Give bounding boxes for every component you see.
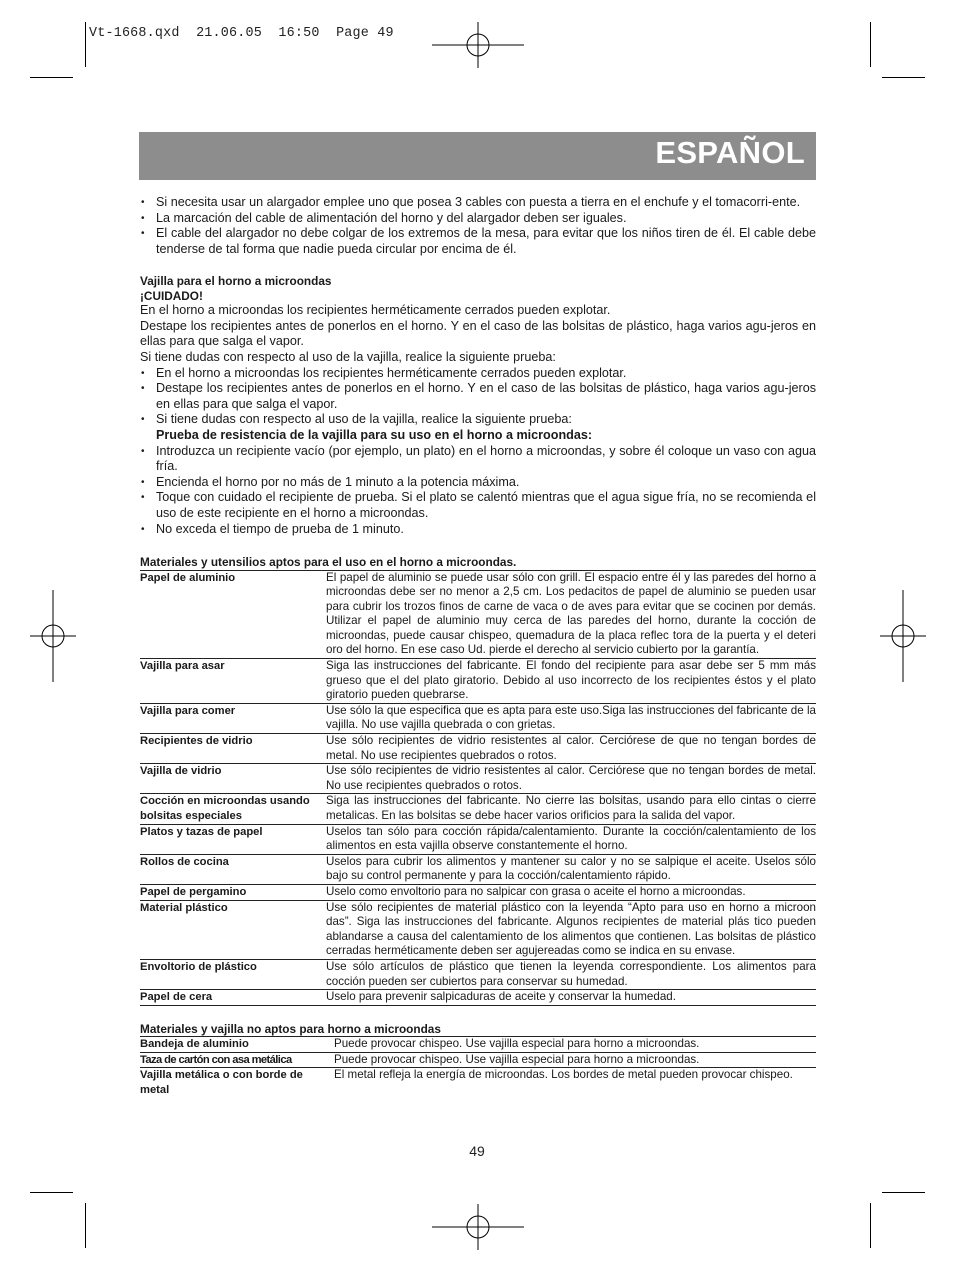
list-item: • Destape los recipientes antes de ponerlos en el horno. Y en el caso de las bolsitas de plástico, haga varios agu-jeros en ellas para que salga el vapor. bbox=[140, 381, 816, 412]
section-heading: Vajilla para el horno a microondas bbox=[140, 274, 332, 289]
material-name: Papel de cera bbox=[140, 990, 326, 1006]
material-description: Use sólo artículos de plástico que tienen la leyenda correspondiente. Los alimentos para cocción pueden ser cubiertos para conservar su humedad. bbox=[326, 959, 816, 989]
paragraph: En el horno a microondas los recipientes herméticamente cerrados pueden explotar. bbox=[140, 303, 611, 318]
material-description: El metal refleja la energía de microondas. Los bordes de metal pueden provocar chispeo. bbox=[334, 1068, 793, 1082]
table-row bbox=[140, 900, 816, 959]
registration-mark-left bbox=[30, 590, 76, 682]
crop-mark bbox=[30, 1192, 73, 1193]
language-banner bbox=[139, 132, 816, 180]
table-row bbox=[140, 703, 816, 733]
table-row bbox=[140, 854, 816, 884]
material-name: Vajilla para comer bbox=[140, 703, 326, 733]
material-description: Use sólo recipientes de material plástico con la leyenda “Apto para uso en horno a microon das”. Siga las instrucciones del fabricante. Algunos recipientes de material plás tico pueden ablandarse a causa del calentamiento de los alimentos que contienen. Las bolsitas de plástico cerradas herméticamente deben ser agujereadas como se indica en su envase. bbox=[326, 900, 816, 959]
table-row bbox=[140, 959, 816, 989]
list-item: • Introduzca un recipiente vacío (por ejemplo, un plato) en el horno a microondas, y sobre él coloque un vaso con agua fría. bbox=[140, 444, 816, 475]
crop-mark bbox=[30, 77, 73, 78]
table-row bbox=[140, 794, 816, 824]
registration-mark-top bbox=[432, 22, 524, 68]
paragraph: Destape los recipientes antes de ponerlos en el horno. Y en el caso de las bolsitas de plástico, haga varios agu-jeros en ellas para que salga el vapor. bbox=[140, 318, 816, 349]
list-item: • La marcación del cable de alimentación del horno y del alargador deben ser iguales. bbox=[140, 211, 816, 227]
table-heading: Materiales y utensilios aptos para el uso en el horno a microondas. bbox=[140, 555, 517, 570]
material-description: Use sólo recipientes de vidrio resistentes al calor. Cerciórese de que no tengan bordes de metal. No use recipientes quebrados o rotos. bbox=[326, 734, 816, 764]
page-number: 49 bbox=[469, 1143, 485, 1159]
intro-bullet-list bbox=[140, 195, 816, 257]
table-row bbox=[140, 990, 816, 1006]
material-description: Uselo como envoltorio para no salpicar con grasa o aceite el horno a microondas. bbox=[326, 884, 816, 900]
table-row bbox=[140, 764, 816, 794]
material-name: Taza de cartón con asa metálica bbox=[140, 1052, 334, 1068]
crop-mark bbox=[870, 22, 871, 67]
list-item: • Si necesita usar un alargador emplee uno que posea 3 cables con puesta a tierra en el enchufe y el tomacorri-ente. bbox=[140, 195, 816, 211]
registration-mark-bottom bbox=[432, 1204, 524, 1250]
registration-mark-right bbox=[880, 590, 926, 682]
table-row bbox=[140, 1037, 816, 1053]
material-description: Use sólo recipientes de vidrio resistentes al calor. Cerciórese que no tengan bordes de metal. No use recipientes quebrados o rotos. bbox=[326, 764, 816, 794]
table-row bbox=[140, 659, 816, 704]
material-name: Envoltorio de plástico bbox=[140, 959, 326, 989]
material-name: Recipientes de vidrio bbox=[140, 734, 326, 764]
crop-mark bbox=[882, 77, 925, 78]
table-row bbox=[140, 734, 816, 764]
material-description: Uselos para cubrir los alimentos y mantener su calor y no se salpique el aceite. Uselos sólo bajo su control permanente y para la cocción/calentamiento rápido. bbox=[326, 854, 816, 884]
material-description: Use sólo la que especifica que es apta para este uso.Siga las instrucciones del fabricante de la vajilla. No use vajilla quebrada o con grietas. bbox=[326, 703, 816, 733]
test-heading: Prueba de resistencia de la vajilla para su uso en el horno a microondas: bbox=[156, 427, 593, 442]
material-name: Cocción en microondas usando bolsitas especiales bbox=[140, 794, 326, 824]
paragraph: Si tiene dudas con respecto al uso de la vajilla, realice la siguiente prueba: bbox=[140, 349, 556, 364]
material-description: Puede provocar chispeo. Use vajilla especial para horno a microondas. bbox=[334, 1037, 816, 1053]
table-heading: Materiales y vajilla no aptos para horno a microondas bbox=[140, 1021, 441, 1036]
list-item: • El cable del alargador no debe colgar de los extremos de la mesa, para evitar que los niños tiren de él. El cable debe tenderse de tal forma que nadie pueda circular por encima de él. bbox=[140, 226, 816, 257]
page-content bbox=[140, 195, 816, 1098]
material-name: Papel de pergamino bbox=[140, 884, 326, 900]
material-name: Platos y tazas de papel bbox=[140, 824, 326, 854]
list-item: • Encienda el horno por no más de 1 minuto a la potencia máxima. bbox=[140, 475, 816, 491]
crop-mark bbox=[870, 1203, 871, 1248]
warning-heading: ¡CUIDADO! bbox=[140, 288, 203, 303]
material-name: Vajilla metálica o con borde de metal bbox=[140, 1069, 303, 1096]
material-description: El papel de aluminio se puede usar sólo con grill. El espacio entre él y las paredes del horno a microondas debe ser no menor a 2,5 cm. Los pedacitos de papel de aluminio se pueden usar para cubrir los trozos finos de carne de vaca o de aves para evitar que se cocinen por demás. Utilizar el papel de aluminio muy cerca de las paredes del horno, durante la cocción de microondas, puede causar chispeo, quemadura de la placa reflec tora de la puerta y el deteri oro del horno. En ese caso Ud. pierde el derecho al servicio cubierto por la garantía. bbox=[326, 570, 816, 659]
vajilla-bullet-list bbox=[140, 366, 816, 538]
crop-mark bbox=[85, 22, 86, 67]
material-name: Vajilla de vidrio bbox=[140, 764, 326, 794]
material-description: Puede provocar chispeo. Use vajilla especial para horno a microondas. bbox=[334, 1052, 816, 1068]
material-name: Material plástico bbox=[140, 900, 326, 959]
banner-title: ESPAÑOL bbox=[655, 135, 805, 170]
table-row bbox=[140, 884, 816, 900]
material-name: Papel de aluminio bbox=[140, 570, 326, 659]
material-name: Vajilla para asar bbox=[140, 659, 326, 704]
material-name: Rollos de cocina bbox=[140, 854, 326, 884]
table-row bbox=[140, 824, 816, 854]
table-row bbox=[140, 1052, 816, 1068]
list-item: • En el horno a microondas los recipientes herméticamente cerrados pueden explotar. bbox=[140, 366, 816, 382]
material-description: Siga las instrucciones del fabricante. No cierre las bolsitas, usando para ello cintas o cierre metalicas. En las bolsitas se debe hacer varios orificios para la salida del vapor. bbox=[326, 794, 816, 824]
suitable-materials-table bbox=[140, 570, 816, 1006]
print-slug: Vt-1668.qxd 21.06.05 16:50 Page 49 bbox=[89, 26, 394, 41]
material-description: Uselo para prevenir salpicaduras de aceite y conservar la humedad. bbox=[326, 990, 816, 1006]
list-item: • Si tiene dudas con respecto al uso de la vajilla, realice la siguiente prueba: bbox=[140, 412, 816, 428]
list-item: • Toque con cuidado el recipiente de prueba. Si el plato se calentó mientras que el agua sigue fría, no se recomienda el uso de este recipiente en el horno a microondas. bbox=[140, 490, 816, 521]
crop-mark bbox=[85, 1203, 86, 1248]
material-description: Uselos tan sólo para cocción rápida/calentamiento. Durante la cocción/calentamiento de los alimentos en esta vajilla observe constantemente el horno. bbox=[326, 824, 816, 854]
crop-mark bbox=[882, 1192, 925, 1193]
table-row bbox=[140, 1068, 816, 1098]
material-description: Siga las instrucciones del fabricante. El fondo del recipiente para asar debe ser 5 mm más grueso que el del plato giratorio. Debido al uso incorrecto de los recipientes éstos y el plato giratorio pueden quebrarse. bbox=[326, 659, 816, 704]
list-item: • No exceda el tiempo de prueba de 1 minuto. bbox=[140, 522, 816, 538]
unsuitable-materials-table bbox=[140, 1036, 816, 1097]
table-row bbox=[140, 570, 816, 659]
material-name: Bandeja de aluminio bbox=[140, 1037, 334, 1053]
